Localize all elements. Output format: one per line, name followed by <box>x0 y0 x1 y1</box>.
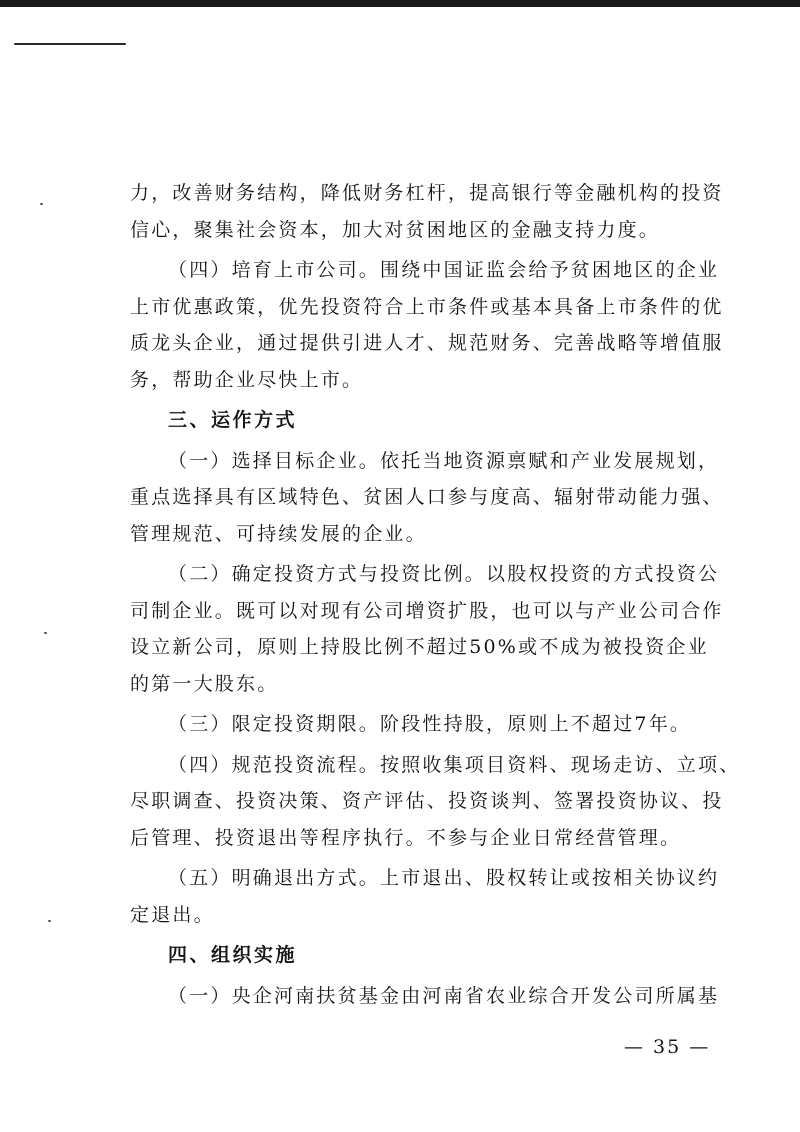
body-line: （一）选择目标企业。依托当地资源禀赋和产业发展规划， <box>168 449 720 472</box>
body-line: 司制企业。既可以对现有公司增资扩股，也可以与产业公司合作 <box>130 599 724 622</box>
page-number: — 35 — <box>624 1036 711 1058</box>
section-heading: 三、运作方式 <box>168 409 298 431</box>
body-line: 后管理、投资退出等程序执行。不参与企业日常经营管理。 <box>130 826 682 849</box>
scan-speck <box>48 920 51 922</box>
body-line: （三）限定投资期限。阶段性持股，原则上不超过7年。 <box>168 713 692 735</box>
body-line: （五）明确退出方式。上市退出、股权转让或按相关协议约 <box>168 867 720 889</box>
body-line: 力，改善财务结构，降低财务杠杆，提高银行等金融机构的投资 <box>130 182 724 204</box>
scan-mark <box>14 43 126 45</box>
body-line: 管理规范、可持续发展的企业。 <box>130 522 427 545</box>
body-line: 上市优惠政策，优先投资符合上市条件或基本具备上市条件的优 <box>130 295 724 318</box>
body-line: 定退出。 <box>130 903 215 926</box>
scan-speck <box>44 632 47 634</box>
section-heading: 四、组织实施 <box>168 944 298 966</box>
document-body <box>130 175 741 1014</box>
body-line: 质龙头企业，通过提供引进人才、规范财务、完善战略等增值服 <box>130 332 724 354</box>
body-line: 的第一大股东。 <box>130 672 279 695</box>
body-line: （四）规范投资流程。按照收集项目资料、现场走访、立项、 <box>168 753 741 776</box>
body-line: 尽职调查、投资决策、资产评估、投资谈判、签署投资协议、投 <box>130 790 724 812</box>
scan-top-edge <box>0 0 800 7</box>
body-line: 务，帮助企业尽快上市。 <box>130 368 364 391</box>
body-line: （二）确定投资方式与投资比例。以股权投资的方式投资公 <box>168 563 720 585</box>
body-line: 信心，聚集社会资本，加大对贫困地区的金融支持力度。 <box>130 218 661 241</box>
body-line: 重点选择具有区域特色、贫困人口参与度高、辐射带动能力强、 <box>130 486 724 508</box>
body-line: （四）培育上市公司。围绕中国证监会给予贫困地区的企业 <box>168 259 720 281</box>
body-line: 设立新公司，原则上持股比例不超过50%或不成为被投资企业 <box>130 636 709 658</box>
body-line: （一）央企河南扶贫基金由河南省农业综合开发公司所属基 <box>168 984 720 1007</box>
scan-speck <box>40 203 43 205</box>
